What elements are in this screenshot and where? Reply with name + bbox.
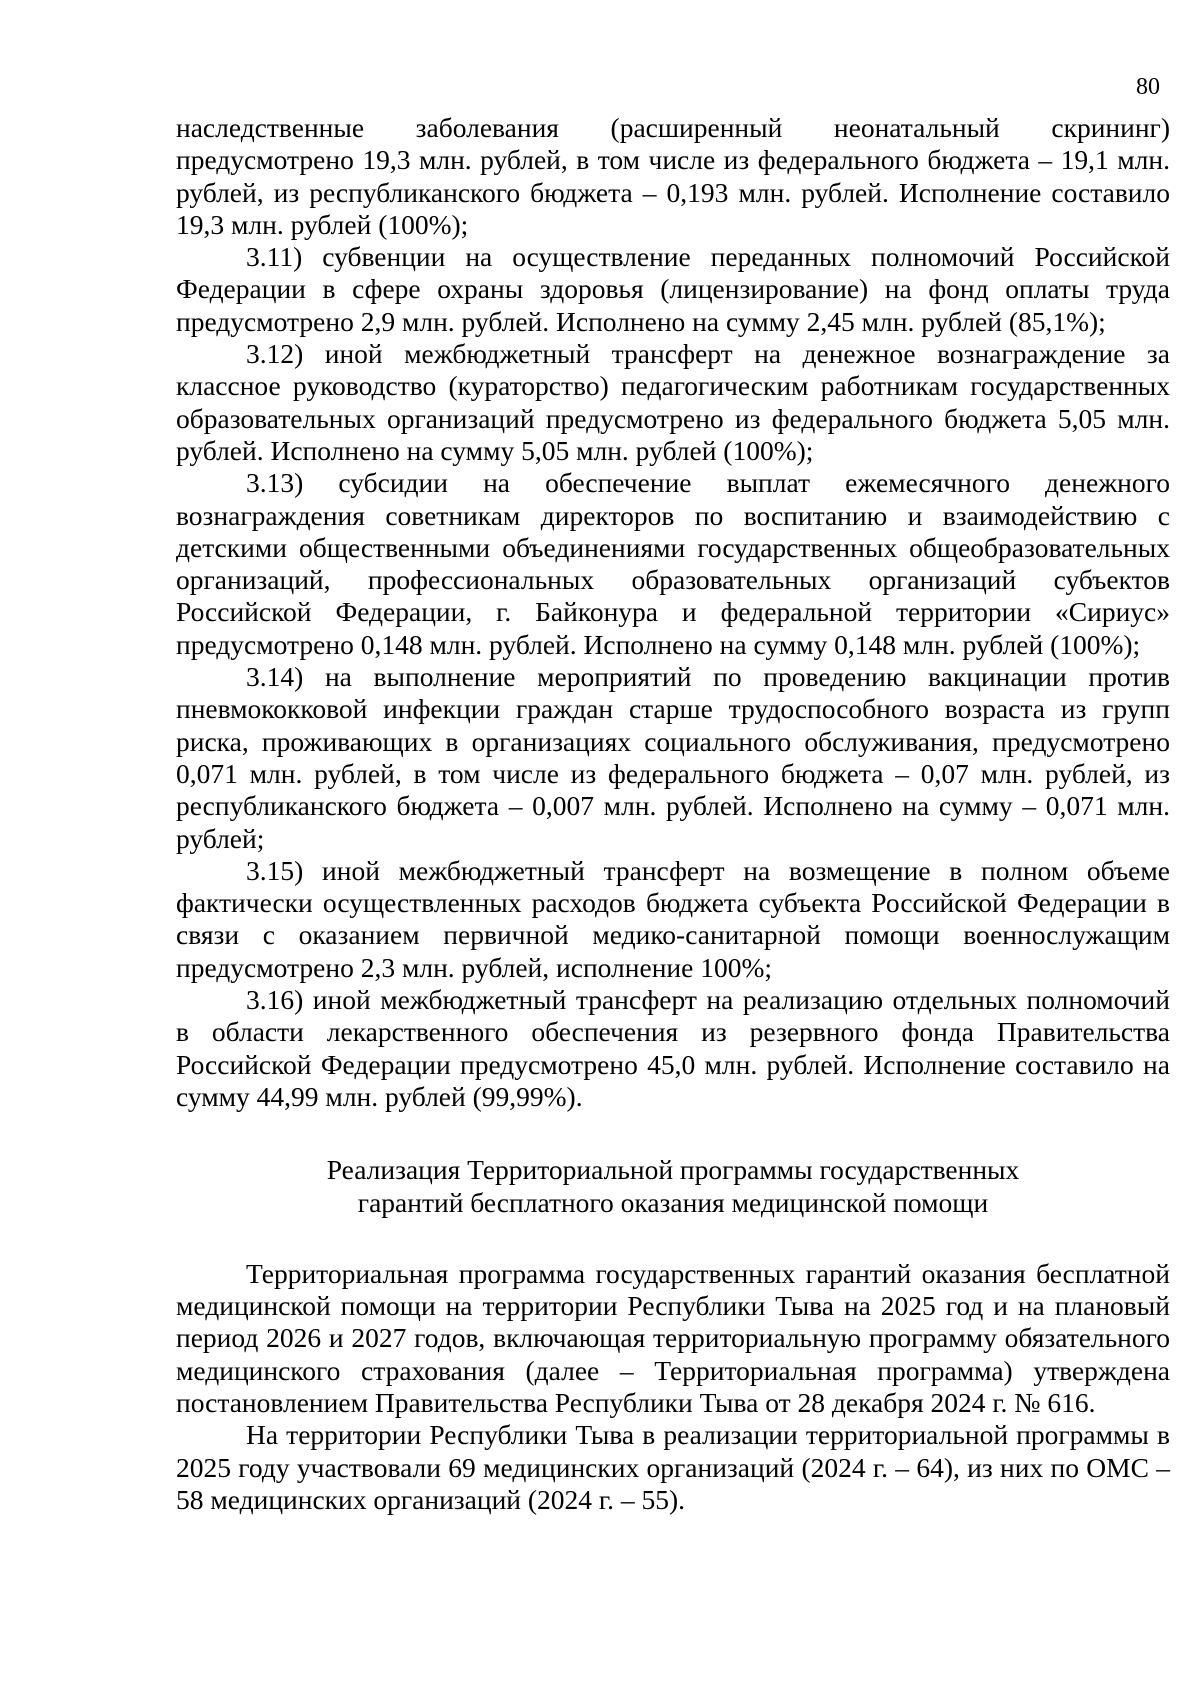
paragraph-3-14: 3.14) на выполнение мероприятий по проведению вакцинации против пневмококковой инфекции граждан старше трудоспособного возраста из групп риска, проживающих в организациях социального обслуживания, предусмотрено 0,071 млн. рублей, в том числе из федерального бюджета – 0,07 млн. рублей, из республиканского бюджета – 0,007 млн. рублей. Исполнено на сумму – 0,071 млн. рублей; xyxy=(176,661,1170,854)
section-heading-line-1: Реализация Территориальной программы государственных xyxy=(326,1154,1020,1186)
paragraph-3-16: 3.16) иной межбюджетный трансферт на реализацию отдельных полномочий в области лекарственного обеспечения из резервного фонда Правительства Российской Федерации предусмотрено 45,0 млн. рублей. Исполнение составило на сумму 44,99 млн. рублей (99,99%). xyxy=(176,984,1170,1112)
paragraph-intro: наследственные заболевания (расширенный неонатальный скрининг) предусмотрено 19,3 млн. рублей, в том числе из федерального бюджета – 19,1 млн. рублей, из республиканского бюджета – 0,193 млн. рублей. Исполнение составило 19,3 млн. рублей (100%); xyxy=(176,112,1170,240)
paragraph-3-13: 3.13) субсидии на обеспечение выплат ежемесячного денежного вознаграждения советникам директоров по воспитанию и взаимодействию с детскими общественными объединениями государственных общеобразовательных организаций, профессиональных образовательных организаций субъектов Российской Федерации, г. Байконура и федеральной территории «Сириус» предусмотрено 0,148 млн. рублей. Исполнено на сумму 0,148 млн. рублей (100%); xyxy=(176,467,1170,660)
page-number: 80 xyxy=(1136,74,1160,100)
paragraph-3-15: 3.15) иной межбюджетный трансферт на возмещение в полном объеме фактически осуществленных расходов бюджета субъекта Российской Федерации в связи с оказанием первичной медико-санитарной помощи военнослужащим предусмотрено 2,3 млн. рублей, исполнение 100%; xyxy=(176,854,1170,983)
section-heading-line-2: гарантий бесплатного оказания медицинской помощи xyxy=(357,1186,989,1218)
document-body xyxy=(176,112,1170,1516)
section-heading xyxy=(176,1154,1170,1219)
paragraph-medical-organizations: На территории Республики Тыва в реализации территориальной программы в 2025 году участвовали 69 медицинских организаций (2024 г. – 64), из них по ОМС – 58 медицинских организаций (2024 г. – 55). xyxy=(176,1419,1170,1515)
paragraph-3-12: 3.12) иной межбюджетный трансферт на денежное вознаграждение за классное руководство (кураторство) педагогическим работникам государственных образовательных организаций предусмотрено из федерального бюджета 5,05 млн. рублей. Исполнено на сумму 5,05 млн. рублей (100%); xyxy=(176,338,1170,466)
paragraph-3-11: 3.11) субвенции на осуществление переданных полномочий Российской Федерации в сфере охраны здоровья (лицензирование) на фонд оплаты труда предусмотрено 2,9 млн. рублей. Исполнено на сумму 2,45 млн. рублей (85,1%); xyxy=(176,241,1170,337)
paragraph-territorial-program: Территориальная программа государственных гарантий оказания бесплатной медицинской помощи на территории Республики Тыва на 2025 год и на плановый период 2026 и 2027 годов, включающая территориальную программу обязательного медицинского страхования (далее – Территориальная программа) утверждена постановлением Правительства Республики Тыва от 28 декабря 2024 г. № 616. xyxy=(176,1257,1170,1418)
